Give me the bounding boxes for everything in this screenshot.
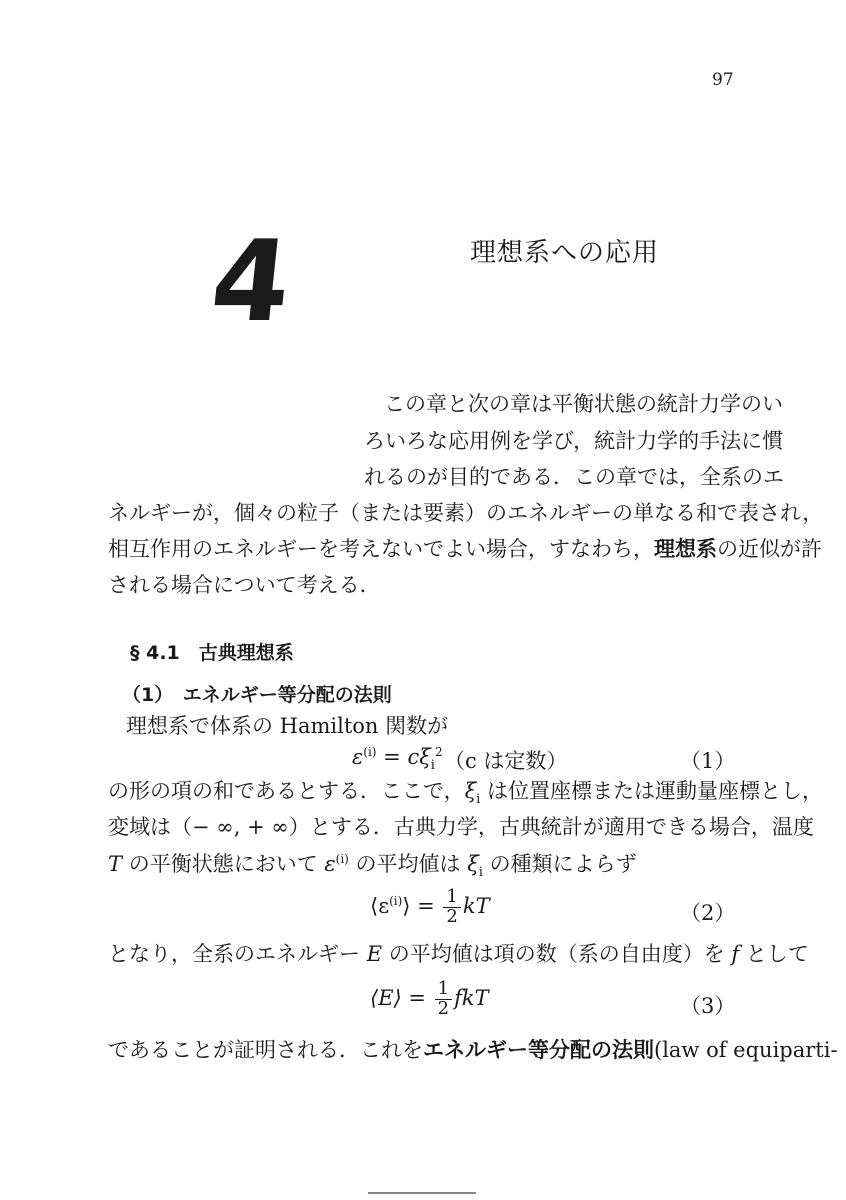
equation-1-note: （c は定数） [444,749,568,773]
p3-freedom-f: f [731,942,740,966]
intro-line-1: この章と次の章は平衡状態の統計力学のい [384,392,783,416]
body-paragraph-3 [108,944,809,965]
p4-text-a: であることが証明される．これを [108,1038,423,1062]
body-paragraph-2-line-2: 変域は（− ∞, + ∞）とする．古典力学，古典統計が適用できる場合，温度 [108,815,814,839]
section-heading: § 4.1 古典理想系 [130,642,294,664]
eq3-fraction [435,980,452,1019]
p4-text-b: (law of equiparti- [654,1038,838,1062]
intro-line-5-text-a: 相互作用のエネルギーを考えないでよい場合，すなわち， [108,537,654,561]
p2-xi-sub: i [476,792,481,808]
subsection-heading: （1） エネルギー等分配の法則 [122,684,392,706]
body-paragraph-2-line-3 [108,853,637,879]
page-number: 97 [712,70,734,90]
p2-temperature-T: T [108,852,123,876]
intro-line-3: れるのが目的である．この章では，全系のエ [364,465,784,489]
p3-text-c: として [739,942,809,966]
intro-line-6: される場合について考える． [108,573,381,597]
equation-1 [352,745,443,773]
eq2-sup: (i) [389,893,403,908]
eq2-numerator: 1 [443,888,460,908]
body-paragraph-4 [108,1040,838,1061]
equation-3 [370,980,489,1019]
eq2-close-equals: ⟩ = [402,893,442,918]
eq1-xi: ξ [419,745,431,769]
eq2-lhs [370,894,441,918]
p3-text-b: の平均値は項の数（系の自由度）を [382,942,732,966]
equation-2-number: （2） [680,901,736,925]
bottom-edge-mark [368,1192,476,1194]
eq2-rhs: kT [462,893,490,918]
intro-line-5 [108,539,822,560]
p2-text-b: は位置座標または運動量座標とし， [480,779,824,803]
eq1-equals: = [376,745,408,769]
eq3-lhs: ⟨E⟩ = [370,985,433,1010]
eq3-numerator: 1 [435,980,452,1000]
chapter-number: 4 [205,217,297,347]
chapter-title: 理想系への応用 [470,238,660,268]
p2-epsilon-sup: (i) [335,852,349,866]
intro-line-4: ネルギーが，個々の粒子（または要素）のエネルギーの単なる和で表され， [108,501,824,525]
eq2-bracket-epsilon: ⟨ε [370,893,390,918]
eq1-c: c [407,745,420,769]
p3-energy-E: E [366,942,383,966]
eq1-xi-sup: 2 [434,745,443,759]
eq1-epsilon: ε [352,745,364,769]
term-ideal-system: 理想系 [654,537,717,561]
intro-line-5-text-b: の近似が許 [717,537,822,561]
eq1-epsilon-sup: (i) [363,745,377,759]
eq2-fraction [443,888,460,927]
p2-text-e: の種類によらず [482,852,637,876]
p2-xi: ξ [464,779,477,803]
eq1-xi-sub: i [430,758,435,774]
p3-text-a: となり，全系のエネルギー [108,942,367,966]
eq3-denominator: 2 [437,997,450,1019]
p2-text-d: の平均値は [348,852,468,876]
p2-text-a: の形の項の和であるとする．ここで， [108,779,465,803]
term-equipartition-law: エネルギー等分配の法則 [423,1038,654,1062]
equation-2 [370,888,490,927]
intro-line-2: ろいろな応用例を学び，統計力学的手法に慣 [364,429,784,453]
p2-xi-2: ξ [467,852,479,876]
eq2-denominator: 2 [446,905,458,927]
equation-3-number: （3） [680,994,736,1018]
p2-text-c: の平衡状態において [122,852,325,876]
equation-1-number: （1） [680,749,736,773]
body-paragraph-2-line-1 [108,781,823,806]
body-paragraph-1: 理想系で体系の Hamilton 関数が [126,714,449,738]
p2-epsilon: ε [324,852,336,876]
p2-xi-2-sub: i [478,865,483,881]
eq3-rhs: fkT [454,985,489,1010]
